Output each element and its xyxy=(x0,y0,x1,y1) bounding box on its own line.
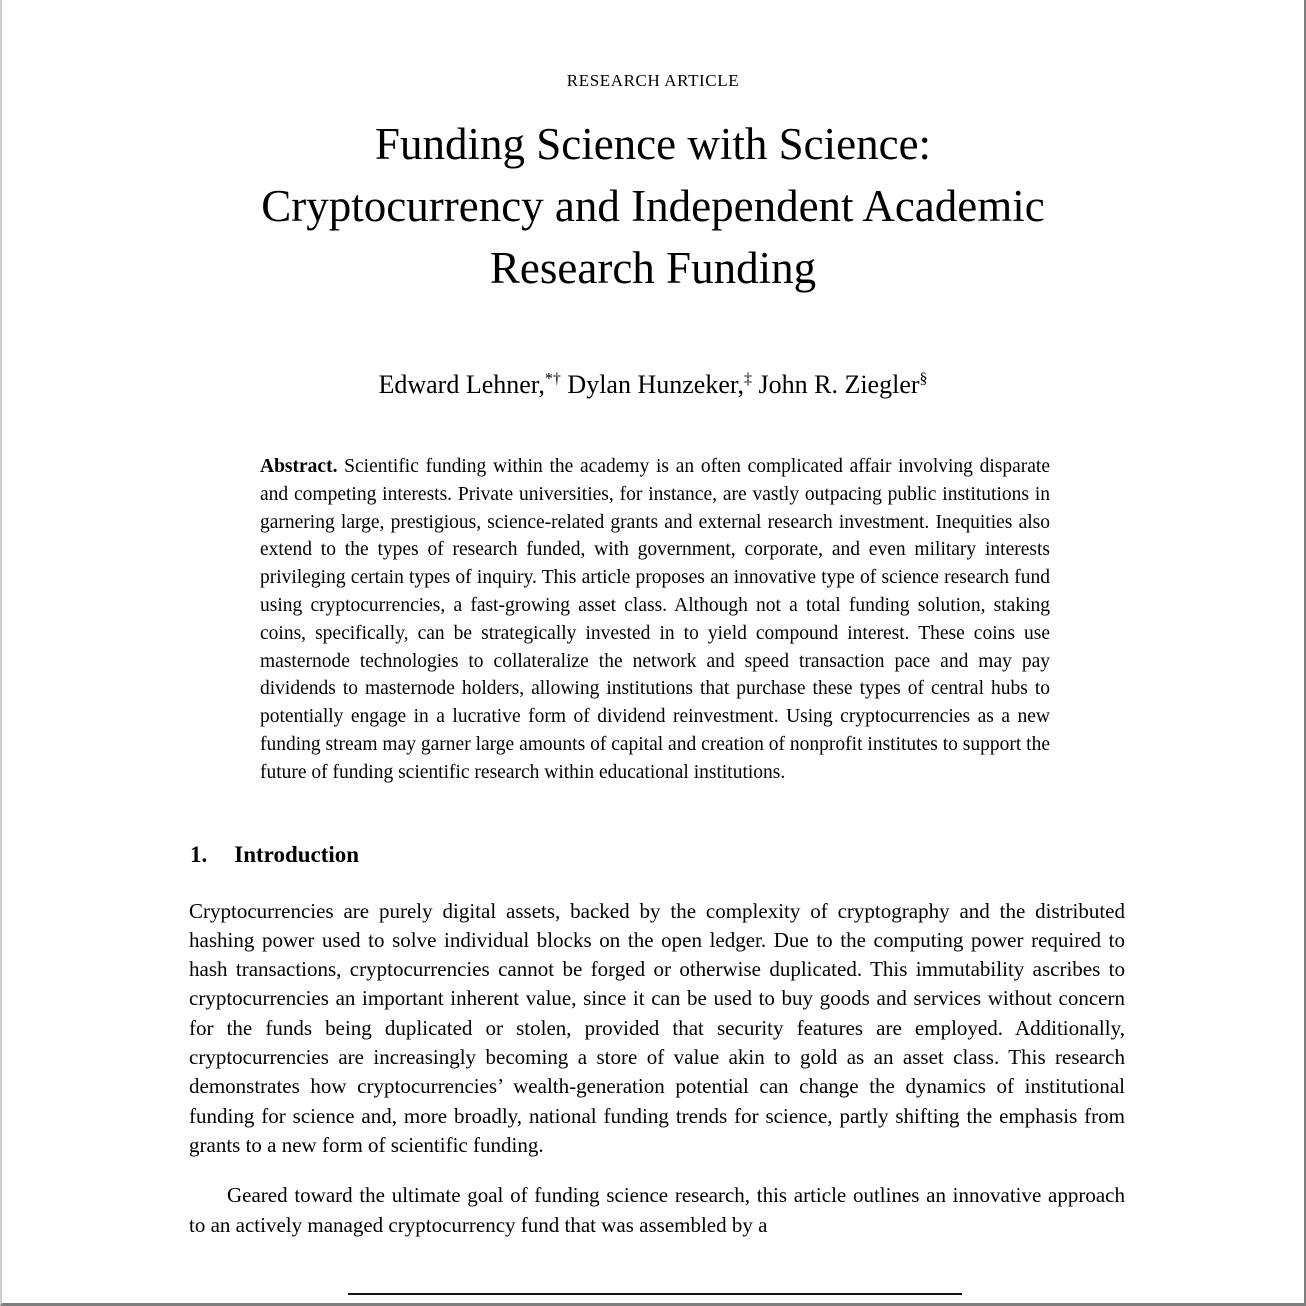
intro-paragraph-1: Cryptocurrencies are purely digital assets, backed by the complexity of cryptography and the distributed hashing power used to solve individual blocks on the open ledger. Due to the computing power required to hash transactions, cryptocurrencies cannot be forged or otherwise duplicated. This immutability ascribes to cryptocurrencies an important inherent value, since it can be used to buy goods and services without concern for the funds being duplicated or stolen, provided that security features are employed. Additionally, cryptocurrencies are increasingly becoming a store of value akin to gold as an asset class. This research demonstrates how cryptocurrencies’ wealth-generation potential can change the dynamics of institutional funding for science and, more broadly, national funding trends for science, partly shifting the emphasis from grants to a new form of scientific funding. xyxy=(189,898,1125,1157)
author-name-3: John R. Ziegler xyxy=(751,370,920,399)
abstract xyxy=(260,453,1050,787)
section-number: 1. xyxy=(190,841,208,867)
paper-title-line-3: Research Funding xyxy=(489,243,817,293)
authors-line xyxy=(2,369,1304,401)
intro-paragraph-2: Geared toward the ultimate goal of funding science research, this article outlines an innovative approach to an actively managed cryptocurrency fund that was assembled by a xyxy=(189,1183,1125,1237)
author-name-2: Dylan Hunzeker, xyxy=(560,370,744,399)
section-title: Introduction xyxy=(234,841,360,867)
footnote-separator-rule xyxy=(348,1293,962,1295)
author-footnote-marker-3: § xyxy=(919,370,928,388)
abstract-text: Scientific funding within the academy is an often complicated affair involving disparate and competing interests. Private universities, for instance, are vastly outpacing public institutions in garnering large, prestigious, science-related grants and external research investment. Inequities also extend to the types of research funded, with government, corporate, and even military interests privileging certain types of inquiry. This article proposes an innovative type of science research fund using cryptocurrencies, a fast-growing asset class. Although not a total funding solution, staking coins, specifically, can be strategically invested in to yield compound interest. These coins use masternode technologies to collateralize the network and speed transaction pace and may pay dividends to masternode holders, allowing institutions that purchase these types of central hubs to potentially engage in a lucrative form of dividend reinvestment. Using cryptocurrencies as a new funding stream may garner large amounts of capital and creation of nonprofit institutes to support the future of funding scientific research within educational institutions. xyxy=(260,456,1050,783)
paper-title xyxy=(2,113,1304,299)
section-heading-introduction xyxy=(190,841,1304,869)
author-name-1: Edward Lehner, xyxy=(378,370,545,399)
author-footnote-marker-1: *† xyxy=(544,370,561,388)
article-type-label: RESEARCH ARTICLE xyxy=(566,71,740,90)
author-footnote-marker-2: ‡ xyxy=(743,370,752,388)
abstract-label: Abstract. xyxy=(260,456,338,477)
paper-title-line-1: Funding Science with Science: xyxy=(374,119,932,169)
paper-title-line-2: Cryptocurrency and Independent Academic xyxy=(261,181,1045,231)
